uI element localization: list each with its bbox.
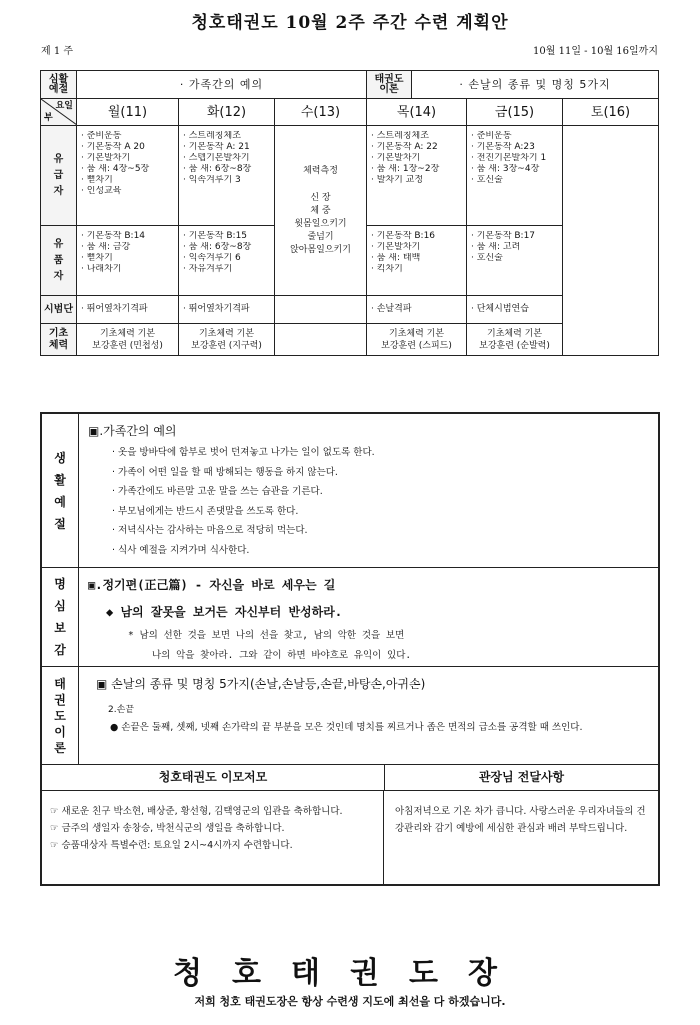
day-thu: 목(14) [367, 99, 467, 126]
list-item: · 저녁식사는 감사하는 마음으로 적당히 먹는다. [112, 521, 650, 541]
yupum-fri: · 기본동작 B:17 · 품 새: 고려 · 호신술 [467, 226, 563, 296]
life-etiquette-title: ▣.가족간의 예의 [88, 424, 177, 438]
tkd-theory-text: ● 손끝은 둘째, 셋째, 넷째 손가락의 끝 부분을 모은 것인데 명치를 찌르거나 좁은 면적의 급소를 공격할 때 쓰인다. [110, 722, 583, 733]
life-etiquette-label: 심활예절 [41, 71, 77, 99]
list-item: · 옷을 방바닥에 함부로 벗어 던져놓고 나가는 일이 없도록 한다. [112, 443, 650, 463]
director-body: 아침저녁으로 기온 차가 큽니다. 사랑스러운 우리자녀들의 건강관리와 감기 예방에 세심한 관심과 배려 부탁드립니다. [395, 806, 646, 834]
list-item: ☞ 금주의 생일자 송창승, 박천식군의 생일을 축하합니다. [50, 823, 285, 834]
yugeup-label: 유 급 자 [41, 126, 77, 226]
demo-mon: · 뛰어옆차기격파 [77, 296, 179, 324]
life-etiquette-section-label: 생 활 예 절 [42, 414, 79, 567]
wed-title: 체력측정 [303, 165, 338, 176]
basic-thu: 기초체력 기본 보강훈련 (스피드) [367, 324, 467, 356]
basic-fitness-label: 기초 체력 [41, 324, 77, 356]
yupum-label: 유 품 자 [41, 226, 77, 296]
tkd-theory-title: ▣ 손날의 종류 및 명칭 5가지(손날,손날등,손끝,바탕손,아귀손) [96, 677, 426, 691]
demo-wed [275, 296, 367, 324]
yupum-thu: · 기본동작 B:16 · 기본발차기 · 품 새: 태백 · 킥차기 [367, 226, 467, 296]
director-header: 관장님 전달사항 [385, 765, 658, 791]
reflection-section-label: 명 심 보 감 [42, 568, 79, 666]
reflection-title: ▣.정기편(正己篇) - 자신을 바로 세우는 길 [88, 578, 336, 592]
basic-fri: 기초체력 기본 보강훈련 (순발력) [467, 324, 563, 356]
wed-fitness-test: 체력측정 신 장 체 중 윗몸일으키기 줄넘기 앉아몸일으키기 [275, 126, 367, 296]
tkd-theory-subtitle: 2.손끝 [108, 705, 134, 715]
day-tue: 화(12) [179, 99, 275, 126]
yupum-tue: · 기본동작 B:15 · 품 새: 6장~8장 · 익속겨루기 6 · 자유겨루기 [179, 226, 275, 296]
footer-dojang-name: 청호태권도장 [173, 956, 527, 991]
life-etiquette-list [112, 443, 650, 560]
day-mon: 월(11) [77, 99, 179, 126]
tkd-theory-section [42, 667, 658, 765]
reflection-note: * 남의 선한 것을 보면 나의 선을 찾고, 남의 악한 것을 보면 나의 악을 찾아라. 그와 같이 하면 바야흐로 유익이 있다. [128, 630, 412, 661]
topic-row [41, 71, 659, 99]
tkd-theory-section-label: 태 권 도 이 론 [42, 667, 79, 764]
yugeup-fri: · 준비운동 · 기본동작 A:23 · 전진기본발차기 1 · 품 새: 3장~4장 · 호신술 [467, 126, 563, 226]
yugeup-thu: · 스트레칭체조 · 기본동작 A: 22 · 기본발차기 · 품 새: 1장~2장 · 발차기 교정 [367, 126, 467, 226]
yupum-mon: · 기본동작 B:14 · 품 새: 금강 · 뻗차기 · 나래차기 [77, 226, 179, 296]
sat-empty [563, 126, 659, 356]
demo-team-label: 시범단 [41, 296, 77, 324]
list-item: · 부모님에게는 반드시 존댓말을 쓰도록 한다. [112, 502, 650, 522]
corner-day-label: 요일 [55, 101, 73, 111]
page-title: 청호태권도 10월 2주 주간 수련 계획안 [191, 13, 509, 33]
content-box [40, 412, 660, 886]
tkd-theory-label: 태권도이론 [367, 71, 412, 98]
life-etiquette-section [42, 414, 658, 568]
yugeup-row [41, 126, 659, 226]
reflection-section [42, 568, 658, 667]
news-header: 청호태권도 이모저모 [42, 765, 385, 791]
list-item: ☞ 새로운 친구 박소현, 배상준, 황선형, 김택영군의 입관을 축하합니다. [50, 806, 343, 817]
list-item: · 식사 예절을 지켜가며 식사한다. [112, 541, 650, 561]
corner-group-label: 부 [44, 113, 53, 123]
list-item: · 가족이 어떤 일을 할 때 방해되는 행동을 하지 않는다. [112, 463, 650, 483]
tkd-theory-cell [367, 71, 659, 99]
week-number: 제 1 주 [41, 46, 74, 57]
life-etiquette-topic: · 가족간의 예의 [77, 71, 367, 99]
news-body [42, 791, 384, 884]
day-wed: 수(13) [275, 99, 367, 126]
demo-thu: · 손날격파 [367, 296, 467, 324]
basic-mon: 기초체력 기본 보강훈련 (민첩성) [77, 324, 179, 356]
demo-fri: · 단체시범연습 [467, 296, 563, 324]
day-sat: 토(16) [563, 99, 659, 126]
day-corner-cell [41, 99, 77, 126]
day-fri: 금(15) [467, 99, 563, 126]
yugeup-tue: · 스트레칭체조 · 기본동작 A: 21 · 스텝기본발차기 · 품 새: 6장~8장 · 익속겨루기 3 [179, 126, 275, 226]
basic-wed [275, 324, 367, 356]
yugeup-mon: · 준비운동 · 기본동작 A 20 · 기본발차기 · 품 새: 4장~5장 · 뻗차기 · 인성교육 [77, 126, 179, 226]
day-header-row [41, 99, 659, 126]
tkd-theory-topic: · 손날의 종류 및 명칭 5가지 [459, 78, 611, 91]
schedule-table [40, 70, 659, 356]
list-item: ☞ 승품대상자 특별수련: 토요일 2시~4시까지 수련합니다. [50, 840, 293, 851]
list-item: · 가족간에도 바른말 고운 말을 쓰는 습관을 기른다. [112, 482, 650, 502]
demo-tue: · 뛰어옆차기격파 [179, 296, 275, 324]
footer-tagline: 저희 청호 태권도장은 항상 수련생 지도에 최선을 다 하겠습니다. [194, 995, 506, 1008]
basic-tue: 기초체력 기본 보강훈련 (지구력) [179, 324, 275, 356]
reflection-main: ◆ 남의 잘못을 보거든 자신부터 반성하라. [106, 605, 343, 619]
date-range: 10월 11일 - 10월 16일까지 [533, 46, 658, 57]
